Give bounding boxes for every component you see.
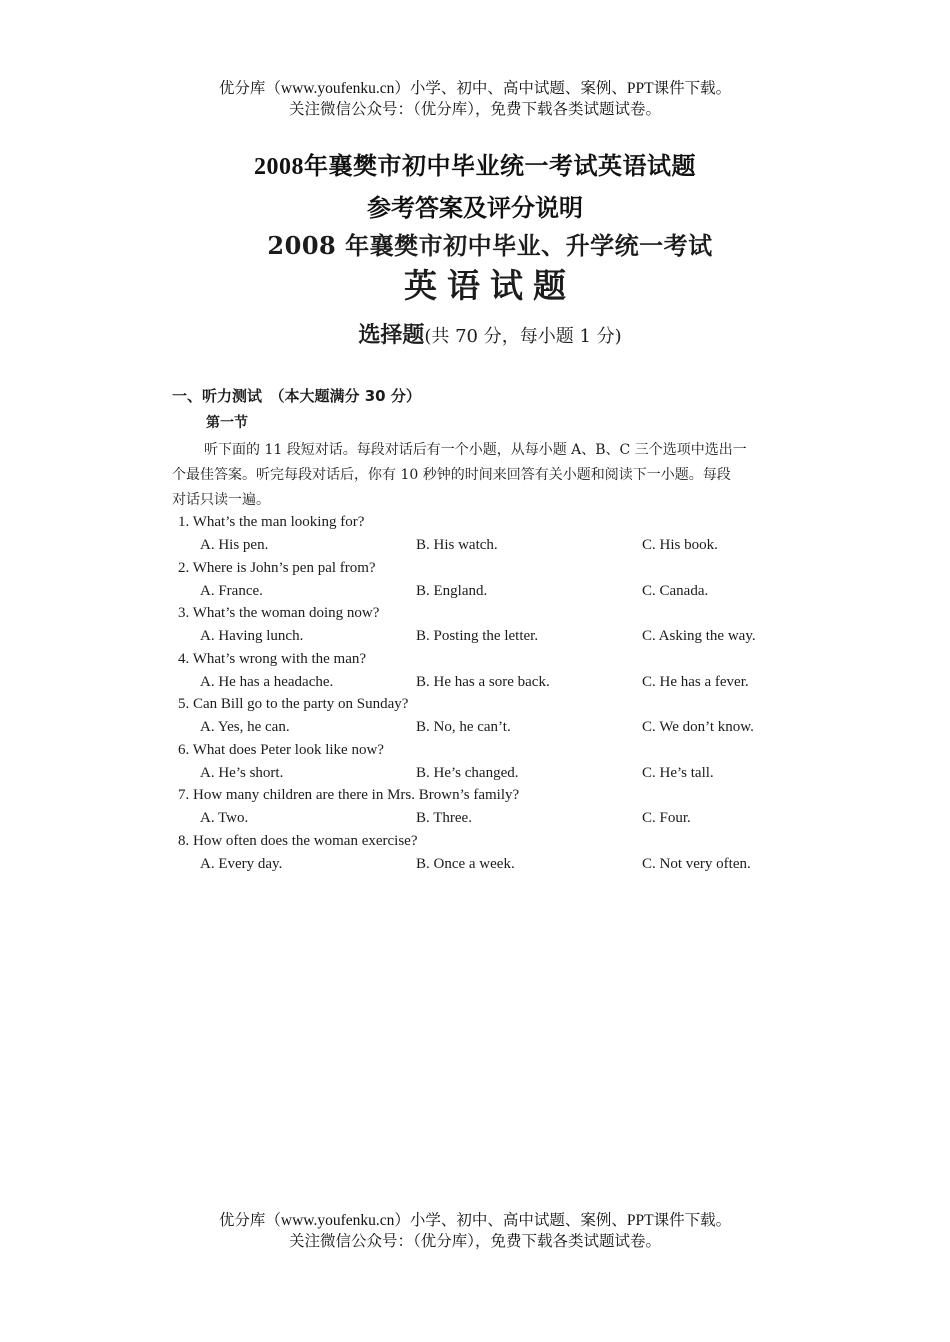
question-text: 3. What’s the woman doing now?	[178, 605, 380, 621]
question-text: 7. How many children are there in Mrs. Brown’s family?	[178, 787, 520, 803]
question-item	[178, 742, 838, 788]
question-item	[178, 651, 838, 697]
question-item	[178, 833, 838, 879]
document-title: 2008年襄樊市初中毕业统一考试英语试题	[254, 154, 696, 180]
option-a: A. Having lunch.	[200, 628, 304, 644]
header-banner	[0, 78, 950, 120]
exam-subject-heading: 英语试题	[404, 266, 576, 305]
instructions-line-3: 对话只读一遍。	[172, 492, 270, 508]
option-b: B. Posting the letter.	[416, 628, 539, 644]
option-c: C. Asking the way.	[642, 628, 756, 644]
option-a: A. Yes, he can.	[200, 719, 290, 735]
question-text: 2. Where is John’s pen pal from?	[178, 559, 376, 576]
option-c: C. He has a fever.	[642, 673, 749, 690]
question-text: 5. Can Bill go to the party on Sunday?	[178, 696, 409, 712]
option-b: B. Three.	[416, 810, 472, 826]
instructions-line-2: 个最佳答案。听完每段对话后，你有 10 秒钟的时间来回答有关小题和阅读下一小题。每段	[172, 467, 731, 483]
option-c: C. Not very often.	[642, 855, 751, 872]
option-c: C. His book.	[642, 537, 718, 553]
question-text: 6. What does Peter look like now?	[178, 741, 384, 758]
footer-line-1: 优分库（www.youfenku.cn）小学、初中、高中试题、案例、PPT课件下载。	[218, 1212, 732, 1229]
option-b: B. No, he can’t.	[416, 719, 511, 735]
option-a: A. He’s short.	[200, 764, 284, 781]
question-item	[178, 696, 838, 742]
question-item	[178, 787, 838, 833]
listening-section-title: 一、听力测试 （本大题满分 30 分）	[172, 387, 421, 405]
option-a: A. Every day.	[200, 855, 283, 872]
option-c: C. Canada.	[642, 582, 709, 599]
option-b: B. He’s changed.	[416, 764, 519, 781]
option-b: B. England.	[416, 582, 488, 599]
banner-line-2: 关注微信公众号：（优分库），免费下载各类试题试卷。	[288, 101, 661, 118]
option-a: A. France.	[200, 582, 263, 599]
option-a: A. He has a headache.	[200, 673, 334, 690]
option-c: C. He’s tall.	[642, 764, 714, 781]
question-item	[178, 514, 838, 560]
instructions	[172, 438, 852, 513]
question-item	[178, 560, 838, 606]
option-c: C. We don’t know.	[642, 719, 754, 735]
exam-heading: 2008 年襄樊市初中毕业、升学统一考试	[267, 231, 713, 260]
banner-line-1: 优分库（www.youfenku.cn）小学、初中、高中试题、案例、PPT课件下载。	[218, 80, 732, 97]
footer-banner	[0, 1210, 950, 1252]
question-text: 4. What’s wrong with the man?	[178, 650, 367, 667]
option-b: B. Once a week.	[416, 855, 515, 872]
option-b: B. His watch.	[416, 537, 498, 553]
option-b: B. He has a sore back.	[416, 673, 550, 690]
question-item	[178, 605, 838, 651]
scanned-exam-image	[160, 220, 860, 890]
part-one-title: 第一节	[206, 415, 248, 431]
footer-line-2: 关注微信公众号：（优分库），免费下载各类试题试卷。	[288, 1233, 661, 1250]
option-c: C. Four.	[642, 810, 691, 826]
question-text: 8. How often does the woman exercise?	[178, 832, 418, 849]
section-type-heading	[160, 318, 820, 349]
question-text: 1. What’s the man looking for?	[178, 514, 365, 530]
option-a: A. Two.	[200, 810, 249, 826]
question-list	[178, 514, 838, 878]
option-a: A. His pen.	[200, 537, 269, 553]
section-type-note: (共 70 分，每小题 1 分)	[424, 326, 622, 347]
instructions-line-1: 听下面的 11 段短对话。每段对话后有一个小题，从每小题 A、B、C 三个选项中选出一	[204, 442, 747, 458]
document-subtitle: 参考答案及评分说明	[367, 196, 583, 222]
section-type-main: 选择题	[358, 322, 425, 348]
